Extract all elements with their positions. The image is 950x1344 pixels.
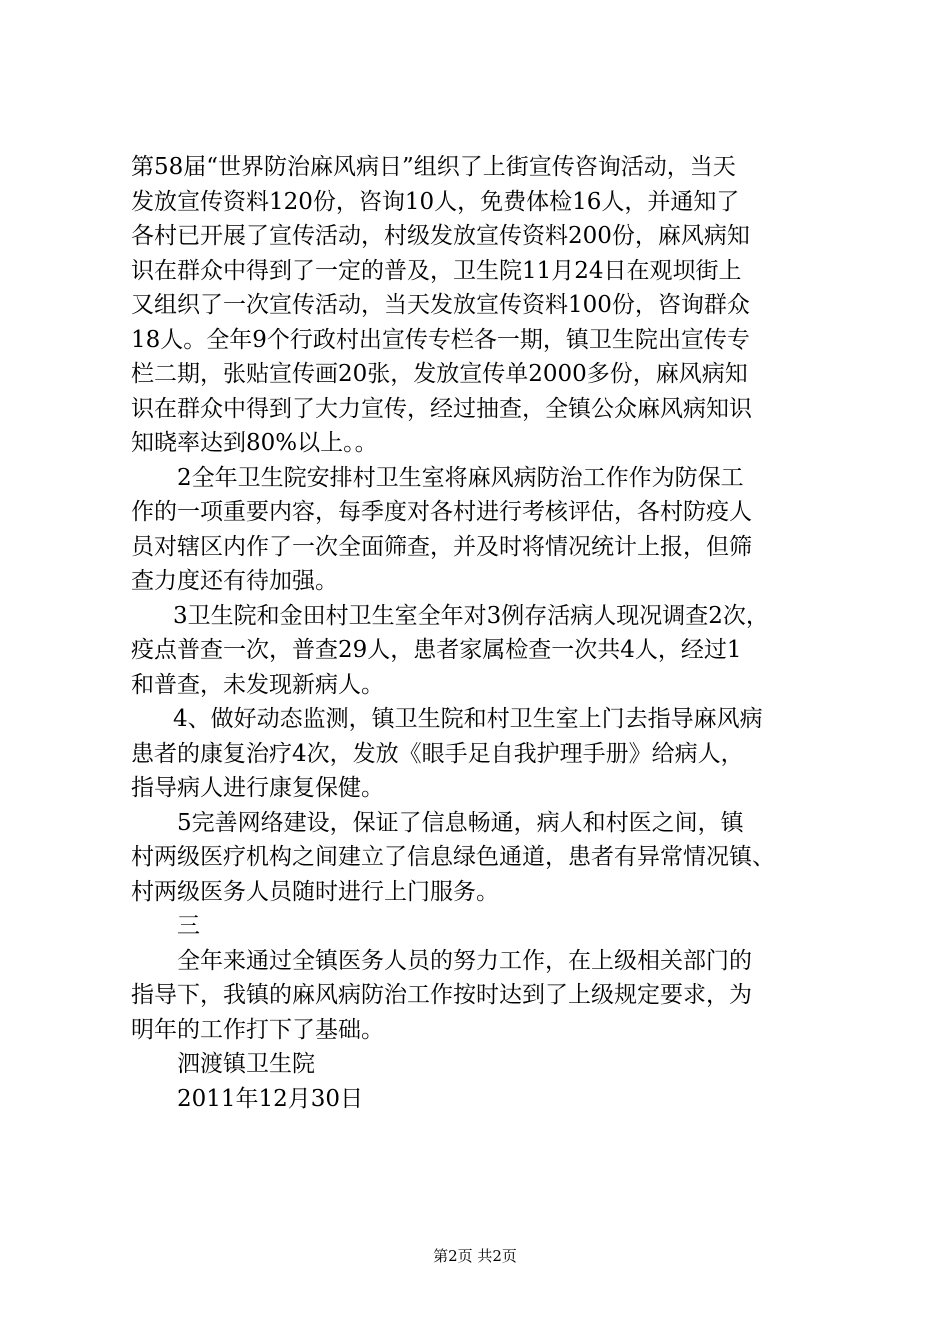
body-line: 知晓率达到80%以上。。 bbox=[131, 430, 378, 456]
body-line: 栏二期，张贴宣传画20张，发放宣传单2000多份，麻风病知 bbox=[131, 361, 748, 387]
body-line: 员对辖区内作了一次全面筛查，并及时将情况统计上报，但筛 bbox=[131, 533, 752, 560]
body-line: 村两级医务人员随时进行上门服务。 bbox=[131, 878, 499, 905]
body-line: 又组织了一次宣传活动，当天发放宣传资料100份，咨询群众 bbox=[131, 292, 750, 318]
body-line: 识在群众中得到了一定的普及，卫生院11月24日在观坝街上 bbox=[131, 257, 742, 284]
document-body bbox=[131, 150, 831, 1116]
paragraph-5-start: 5完善网络建设，保证了信息畅通，病人和村医之间，镇 bbox=[177, 809, 744, 836]
body-line: 第58届“世界防治麻风病日”组织了上街宣传咨询活动，当天 bbox=[131, 154, 736, 180]
paragraph-3-start: 3卫生院和金田村卫生室全年对3例存活病人现况调查2次， bbox=[173, 602, 769, 629]
body-line: 各村已开展了宣传活动，村级发放宣传资料200份，麻风病知 bbox=[131, 223, 750, 249]
body-line: 18人。全年9个行政村出宣传专栏各一期，镇卫生院出宣传专 bbox=[131, 326, 750, 353]
body-line: 查力度还有待加强。 bbox=[131, 568, 338, 594]
body-line: 识在群众中得到了大力宣传，经过抽查，全镇公众麻风病知识 bbox=[131, 395, 752, 422]
signature-date: 2011年12月30日 bbox=[177, 1085, 364, 1112]
body-line: 指导病人进行康复保健。 bbox=[131, 775, 384, 801]
section-heading-three: 三 bbox=[177, 913, 200, 939]
body-line: 疫点普查一次，普查29人，患者家属检查一次共4人，经过1 bbox=[131, 637, 742, 663]
conclusion-paragraph-start: 全年来通过全镇医务人员的努力工作，在上级相关部门的 bbox=[177, 947, 752, 974]
body-line: 明年的工作打下了基础。 bbox=[131, 1016, 384, 1043]
signature-organization: 泗渡镇卫生院 bbox=[177, 1051, 315, 1077]
body-line: 村两级医疗机构之间建立了信息绿色通道，患者有异常情况镇、 bbox=[131, 844, 775, 870]
body-line: 作的一项重要内容，每季度对各村进行考核评估，各村防疫人 bbox=[131, 499, 752, 525]
body-line: 指导下，我镇的麻风病防治工作按时达到了上级规定要求，为 bbox=[131, 982, 752, 1008]
body-line: 和普查，未发现新病人。 bbox=[131, 671, 384, 698]
paragraph-4-start: 4、做好动态监测，镇卫生院和村卫生室上门去指导麻风病 bbox=[173, 706, 763, 732]
paragraph-2-start: 2全年卫生院安排村卫生室将麻风病防治工作作为防保工 bbox=[177, 464, 744, 491]
page-footer: 第2页 共2页 bbox=[433, 1247, 517, 1265]
body-line: 患者的康复治疗4次，发放《眼手足自我护理手册》给病人， bbox=[131, 740, 744, 767]
body-line: 发放宣传资料120份，咨询10人，免费体检16人，并通知了 bbox=[131, 188, 740, 215]
